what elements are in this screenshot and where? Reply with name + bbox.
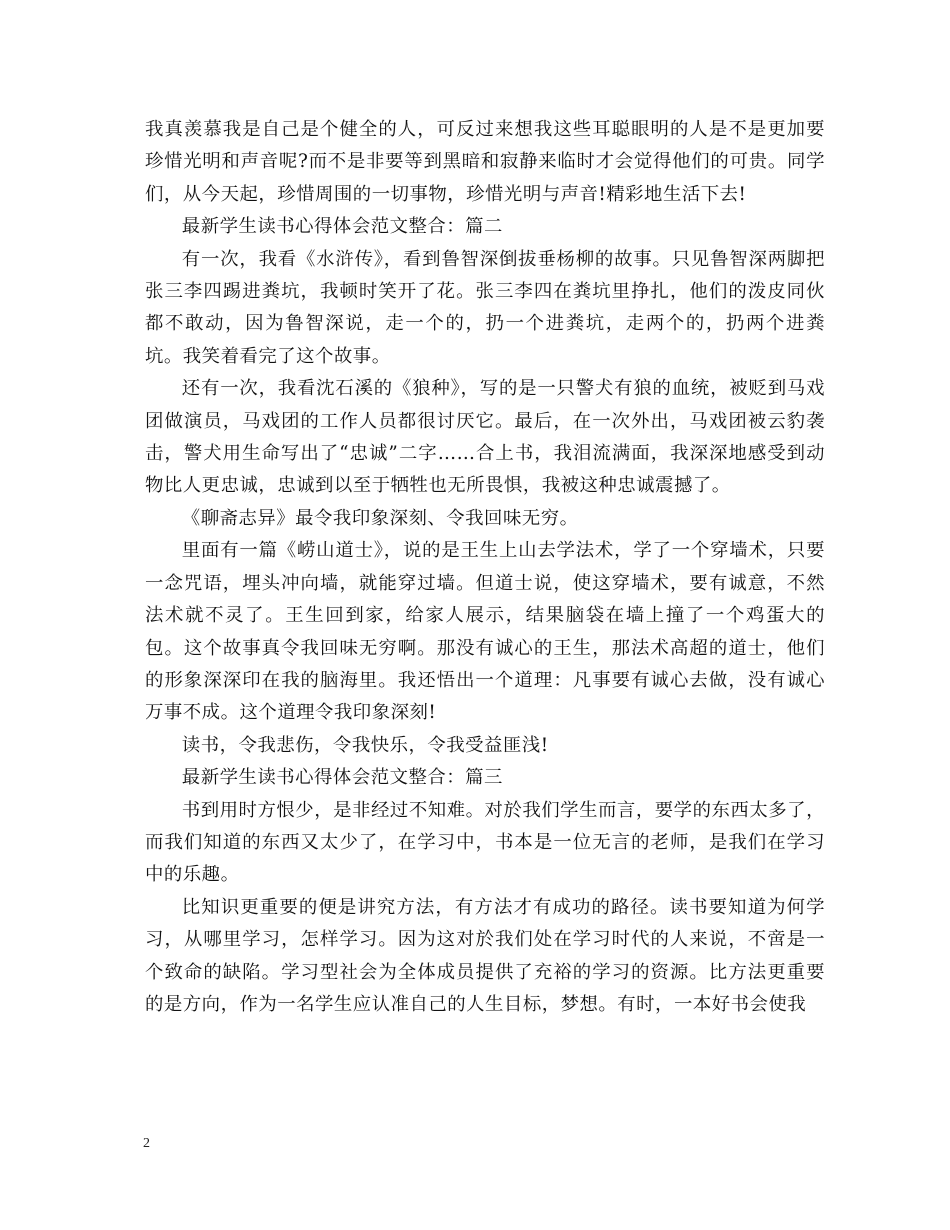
paragraph-continuation: 我真羡慕我是自己是个健全的人，可反过来想我这些耳聪眼明的人是不是更加要珍惜光明和声音呢?而不是非要等到黑暗和寂静来临时才会觉得他们的可贵。同学们，从今天起，珍惜周围的一切事物，珍惜光明与声音!精彩地生活下去!: [145, 119, 825, 205]
page-number: 2: [143, 1136, 150, 1151]
paragraph: 《聊斋志异》最令我印象深刻、令我回味无穷。: [181, 507, 579, 529]
section-heading-part-three: 最新学生读书心得体会范文整合：篇三: [181, 767, 503, 789]
paragraph: 还有一次，我看沈石溪的《狼种》，写的是一只警犬有狼的血统，被贬到马戏团做演员，马戏团的工作人员都很讨厌它。最后，在一次外出，马戏团被云豹袭击，警犬用生命写出了“忠诚”二字……合上书，我泪流满面，我深深地感受到动物比人更忠诚，忠诚到以至于牺牲也无所畏惧，我被这种忠诚震撼了。: [145, 378, 825, 497]
section-heading-part-two: 最新学生读书心得体会范文整合：篇二: [181, 216, 503, 238]
document-body: [145, 114, 825, 1021]
paragraph: 有一次，我看《水浒传》，看到鲁智深倒拔垂杨柳的故事。只见鲁智深两脚把张三李四踢进粪坑，我顿时笑开了花。张三李四在粪坑里挣扎，他们的泼皮同伙都不敢动，因为鲁智深说，走一个的，扔一个进粪坑，走两个的，扔两个进粪坑。我笑着看完了这个故事。: [145, 248, 825, 367]
paragraph: 书到用时方恨少，是非经过不知难。对於我们学生而言，要学的东西太多了，而我们知道的东西又太少了，在学习中，书本是一位无言的老师，是我们在学习中的乐趣。: [145, 799, 825, 886]
paragraph: 读书，令我悲伤，令我快乐，令我受益匪浅!: [181, 734, 549, 756]
paragraph: 里面有一篇《崂山道士》，说的是王生上山去学法术，学了一个穿墙术，只要一念咒语，埋头冲向墙，就能穿过墙。但道士说，使这穿墙术，要有诚意，不然法术就不灵了。王生回到家，给家人展示，结果脑袋在墙上撞了一个鸡蛋大的包。这个故事真令我回味无穷啊。那没有诚心的王生，那法术高超的道士，他们的形象深深印在我的脑海里。我还悟出一个道理：凡事要有诚心去做，没有诚心万事不成。这个道理令我印象深刻!: [145, 540, 825, 724]
paragraph: 比知识更重要的便是讲究方法，有方法才有成功的路径。读书要知道为何学习，从哪里学习，怎样学习。因为这对於我们处在学习时代的人来说，不啻是一个致命的缺陷。学习型社会为全体成员提供了充裕的学习的资源。比方法更重要的是方向，作为一名学生应认准自己的人生目标，梦想。有时，一本好书会使我: [145, 896, 825, 1015]
